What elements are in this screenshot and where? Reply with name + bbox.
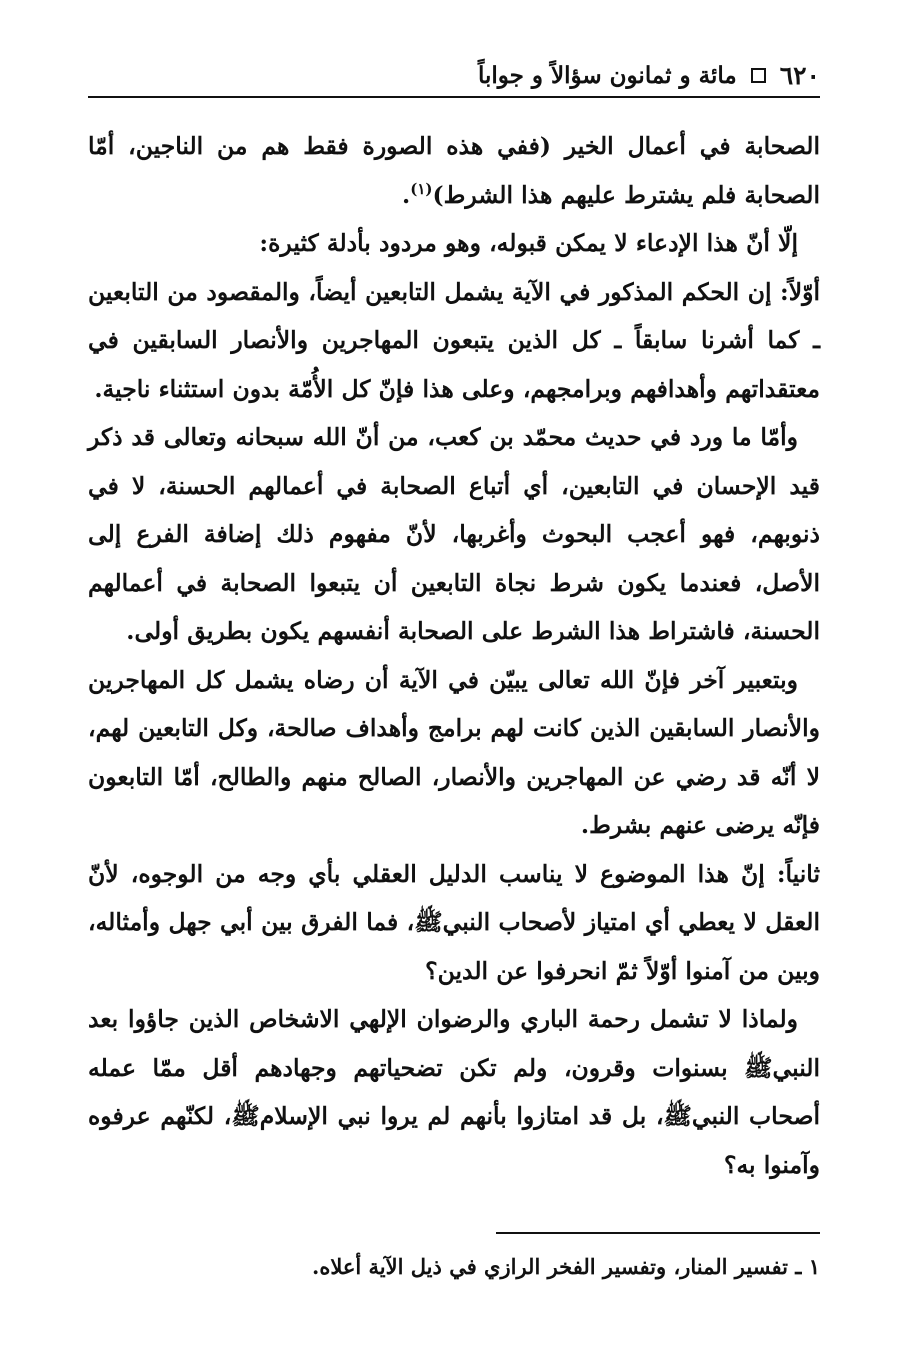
paragraph-7: ولماذا لا تشمل رحمة الباري والرضوان الإلهي الاشخاص الذين جاؤوا بعد النبيﷺ بسنوات وقرون، ولم تكن تضحياتهم وجهادهم أقل ممّا عمله أصحاب النبيﷺ، بل قد امتازوا بأنهم لم يروا نبي الإسلامﷺ، لكنّهم عرفوه وآمنوا به؟ — [88, 1005, 820, 1179]
paragraph-5: وبتعبير آخر فإنّ الله تعالى يبيّن في الآية أن رضاه يشمل كل المهاجرين والأنصار السابقين الذين كانت لهم برامج وأهداف صالحة، وكل التابعين لهم، لا أنّه قد رضي عن المهاجرين والأنصار، الصالح منهم والطالح، أمّا التابعون فإنّه يرضى عنهم بشرط. — [88, 665, 820, 839]
paragraph-text: الصحابة في أعمال الخير (ففي هذه الصورة فقط هم من الناجين، أمّا الصحابة فلم يشترط عليهم هذا الشرط) — [88, 132, 820, 209]
paragraph-2: إلّا أنّ هذا الإدعاء لا يمكن قبوله، وهو مردود بأدلة كثيرة: — [259, 229, 798, 257]
footnote-divider — [496, 1232, 820, 1234]
page-body — [88, 122, 820, 1189]
page-number: ٦٢٠ — [779, 60, 820, 90]
paragraph-4: وأمّا ما ورد في حديث محمّد بن كعب، من أنّ الله سبحانه وتعالى قد ذكر قيد الإحسان في التابعين، أي أتباع الصحابة في أعمالهم الحسنة، لا في ذنوبهم، فهو أعجب البحوث وأغربها، لأنّ مفهوم ذلك إضافة الفرع إلى الأصل، فعندما يكون شرط نجاة التابعين أن يتبعوا الصحابة في أعمالهم الحسنة، فاشتراط هذا الشرط على الصحابة أنفسهم يكون بطريق أولى. — [88, 423, 820, 645]
footnote: ١ ـ تفسير المنار، وتفسير الفخر الرازي في ذيل الآية أعلاه. — [312, 1254, 820, 1279]
paragraph-tail: . — [402, 180, 411, 209]
running-header — [88, 55, 820, 95]
square-ornament-icon — [751, 68, 766, 83]
paragraph-6: ثانياً: إنّ هذا الموضوع لا يناسب الدليل العقلي بأي وجه من الوجوه، لأنّ العقل لا يعطي أي امتياز لأصحاب النبيﷺ، فما الفرق بين أبي جهل وأمثاله، وبين من آمنوا أوّلاً ثمّ انحرفوا عن الدين؟ — [88, 859, 820, 985]
paragraph-3: أوّلاً: إن الحكم المذكور في الآية يشمل التابعين أيضاً، والمقصود من التابعين ـ كما أشرنا سابقاً ـ كل الذين يتبعون المهاجرين والأنصار السابقين في معتقداتهم وأهدافهم وبرامجهم، وعلى هذا فإنّ كل الأُمّة بدون استثناء ناجية. — [88, 277, 820, 403]
footnote-marker[interactable]: (١) — [410, 179, 433, 198]
header-divider — [88, 96, 820, 98]
paragraph-1 — [88, 122, 820, 219]
book-title: مائة و ثمانون سؤالاً و جواباً — [477, 61, 737, 89]
